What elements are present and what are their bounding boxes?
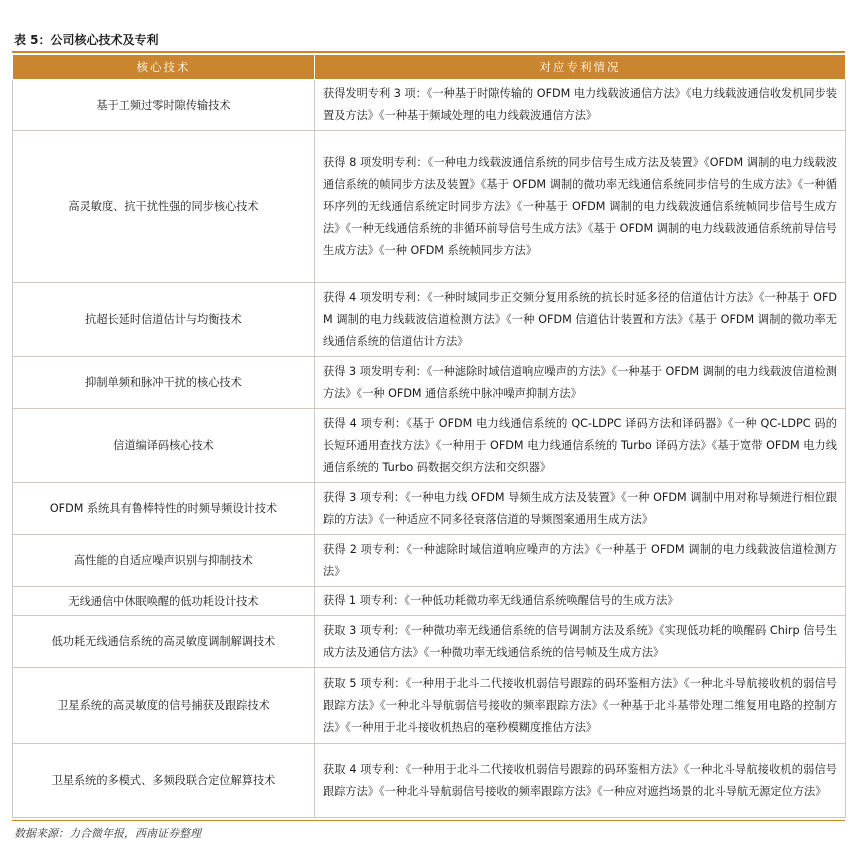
tech-cell: 基于工频过零时隙传输技术 (13, 80, 315, 131)
table-row (13, 668, 846, 744)
header-patents: 对应专利情况 (315, 55, 846, 80)
table-caption: 表 5：公司核心技术及专利 (14, 33, 159, 47)
table-row (13, 131, 846, 283)
tech-cell: 卫星系统的高灵敏度的信号捕获及跟踪技术 (13, 668, 315, 744)
patent-cell: 获得 4 项发明专利：《一种时域同步正交频分复用系统的抗长时延多径的信道估计方法》《一种基于 OFDM 调制的电力线载波信道检测方法》《一种 OFDM 信道估计装置和方法》《基于 OFDM 调制的微功率无线通信系统的信道估计方法》 (315, 283, 846, 357)
table-row (13, 744, 846, 818)
patent-cell: 获得 1 项专利：《一种低功耗微功率无线通信系统唤醒信号的生成方法》 (315, 587, 846, 616)
patent-cell: 获得发明专利 3 项：《一种基于时隙传输的 OFDM 电力线载波通信方法》《电力线载波通信收发机同步装置及方法》《一种基于频域处理的电力线载波通信方法》 (315, 80, 846, 131)
tech-cell: 低功耗无线通信系统的高灵敏度调制解调技术 (13, 616, 315, 668)
tech-cell: 高灵敏度、抗干扰性强的同步核心技术 (13, 131, 315, 283)
table-row (13, 483, 846, 535)
tech-cell: 抑制单频和脉冲干扰的核心技术 (13, 357, 315, 409)
patent-cell: 获得 8 项发明专利：《一种电力线载波通信系统的同步信号生成方法及装置》《OFDM 调制的电力线载波通信系统的帧同步方法及装置》《基于 OFDM 调制的微功率无线通信系统同步信号的生成方法》《一种循环序列的无线通信系统定时同步方法》《一种基于 OFDM 调制的电力线载波通信系统帧同步信号生成方法》《一种无线通信系统的非循环前导信号生成方法》《基于 OFDM 调制的电力线载波通信系统前导信号生成方法》《一种 OFDM 系统帧同步方法》 (315, 131, 846, 283)
patent-cell: 获取 4 项专利：《一种用于北斗二代接收机弱信号跟踪的码环鉴相方法》《一种北斗导航接收机的弱信号跟踪方法》《一种北斗导航弱信号接收的频率跟踪方法》《一种应对遮挡场景的北斗导航无源定位方法》 (315, 744, 846, 818)
table-row (13, 587, 846, 616)
tech-cell: OFDM 系统具有鲁棒特性的时频导频设计技术 (13, 483, 315, 535)
patent-cell: 获得 3 项发明专利：《一种滤除时域信道响应噪声的方法》《一种基于 OFDM 调制的电力线载波信道检测方法》《一种 OFDM 通信系统中脉冲噪声抑制方法》 (315, 357, 846, 409)
table-row (13, 409, 846, 483)
table-row (13, 283, 846, 357)
patent-cell: 获得 4 项专利：《基于 OFDM 电力线通信系统的 QC-LDPC 译码方法和译码器》《一种 QC-LDPC 码的长短环通用查找方法》《一种用于 OFDM 电力线通信系统的 Turbo 译码方法》《基于宽带 OFDM 电力线通信系统的 Turbo 码数据交织方法和交织器》 (315, 409, 846, 483)
table-row (13, 616, 846, 668)
top-rule (12, 51, 845, 53)
patent-cell: 获取 5 项专利：《一种用于北斗二代接收机弱信号跟踪的码环鉴相方法》《一种北斗导航接收机的弱信号跟踪方法》《一种北斗导航弱信号接收的频率跟踪方法》《一种基于北斗基带处理二维复用电路的控制方法》《一种用于北斗接收机热启的毫秒模糊度推估方法》 (315, 668, 846, 744)
tech-cell: 信道编译码核心技术 (13, 409, 315, 483)
bottom-rule (12, 820, 845, 821)
table-row (13, 80, 846, 131)
table-row (13, 357, 846, 409)
tech-cell: 抗超长延时信道估计与均衡技术 (13, 283, 315, 357)
header-core-tech: 核心技术 (13, 55, 315, 80)
table-row (13, 535, 846, 587)
core-tech-table (12, 54, 846, 818)
header-row (13, 55, 846, 80)
patent-cell: 获得 2 项专利：《一种滤除时域信道响应噪声的方法》《一种基于 OFDM 调制的电力线载波信道检测方法》 (315, 535, 846, 587)
patent-cell: 获得 3 项专利：《一种电力线 OFDM 导频生成方法及装置》《一种 OFDM 调制中用对称导频进行相位跟踪的方法》《一种适应不同多径衰落信道的导频图案通用生成方法》 (315, 483, 846, 535)
source-note: 数据来源：力合微年报，西南证券整理 (14, 827, 201, 840)
patent-cell: 获取 3 项专利：《一种微功率无线通信系统的信号调制方法及系统》《实现低功耗的唤醒码 Chirp 信号生成方法及通信方法》《一种微功率无线通信系统的信号帧及生成方法》 (315, 616, 846, 668)
tech-cell: 无线通信中休眠唤醒的低功耗设计技术 (13, 587, 315, 616)
tech-cell: 卫星系统的多模式、多频段联合定位解算技术 (13, 744, 315, 818)
tech-cell: 高性能的自适应噪声识别与抑制技术 (13, 535, 315, 587)
